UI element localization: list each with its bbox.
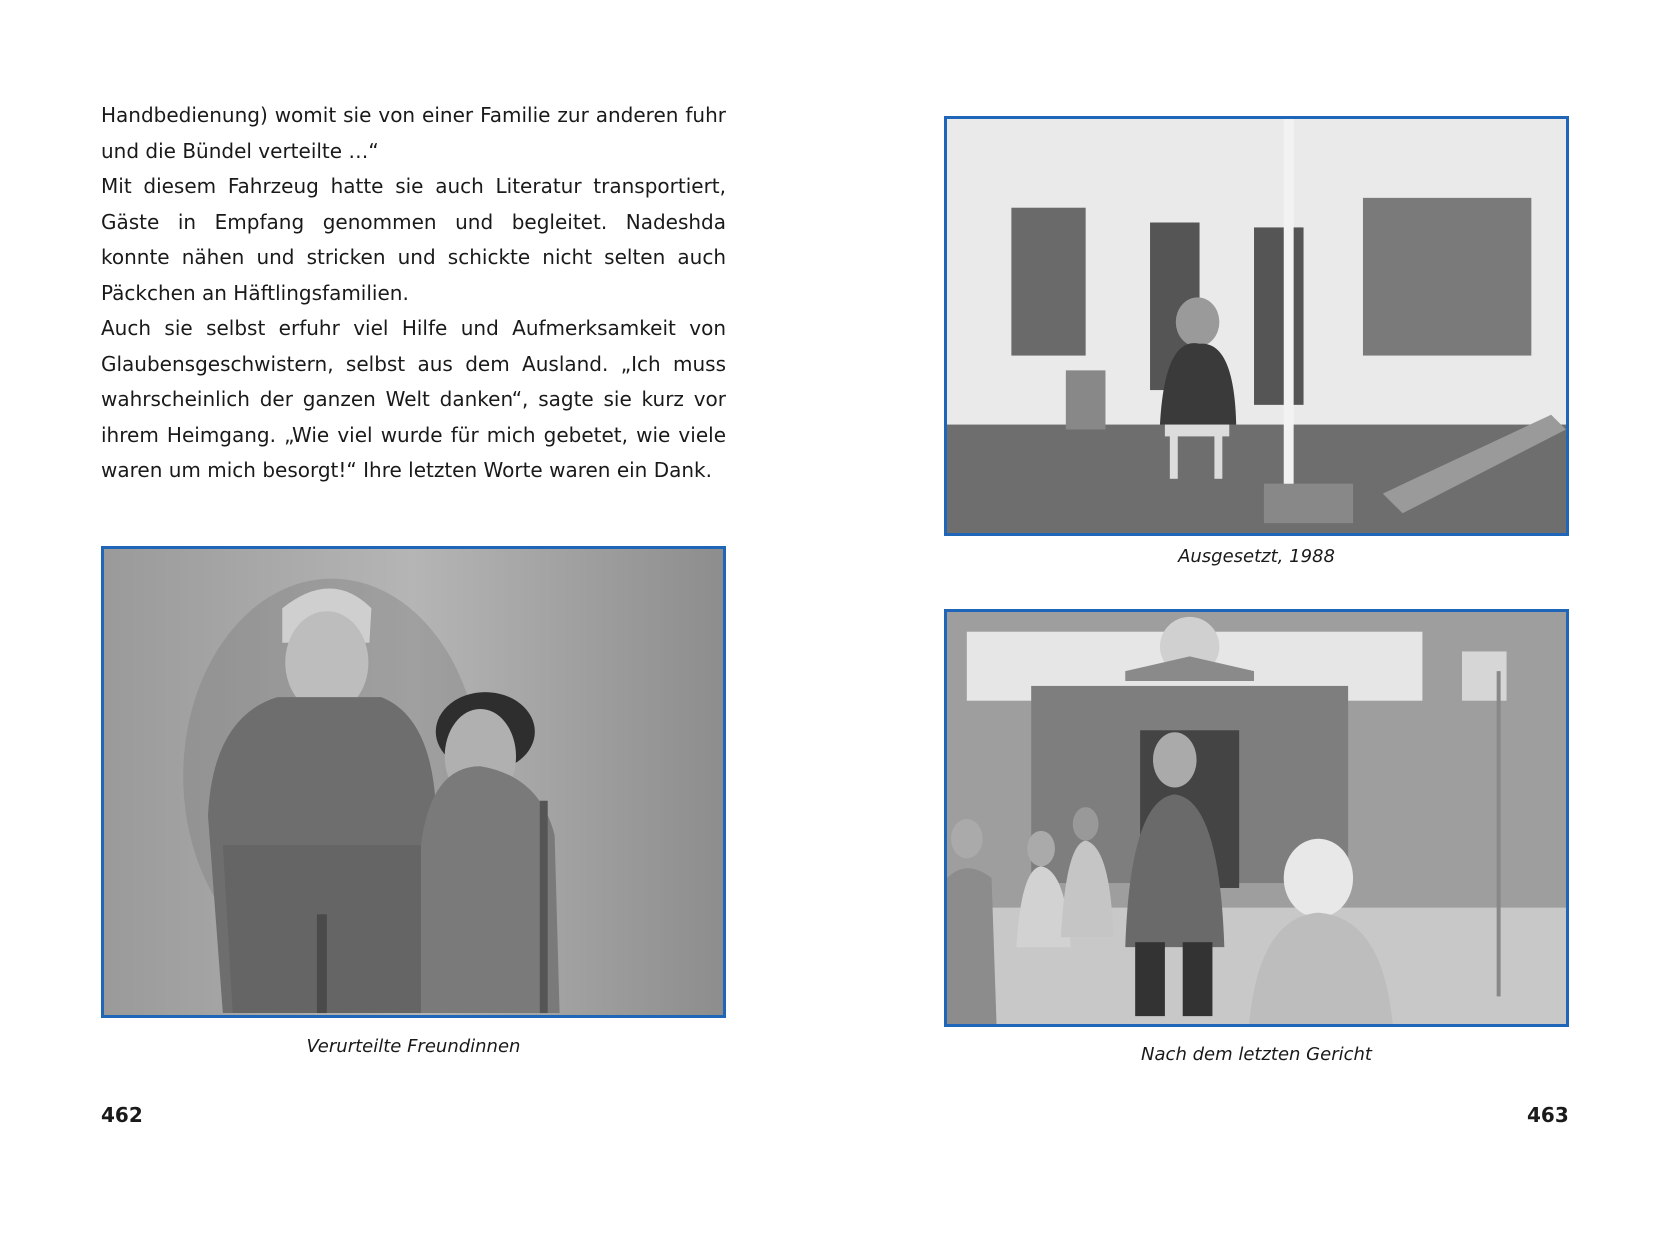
page-number-right: 463 [1527, 1103, 1569, 1127]
caption-two-women: Verurteilte Freundinnen [306, 1036, 521, 1057]
right-page [827, 0, 1654, 1241]
caption-after-court: Nach dem letzten Gericht [1141, 1044, 1372, 1065]
caption-building-1988: Ausgesetzt, 1988 [1178, 546, 1335, 567]
paragraph-2: Mit diesem Fahrzeug hatte sie auch Literatur transportiert, Gäste in Empfang genommen und begleitet. Nadeshda konnte nähen und stricken und schickte nicht selten auch Päckchen an Häftlingsfamilien. [101, 174, 726, 305]
door [1254, 227, 1304, 404]
photo-after-court [944, 609, 1569, 1027]
window [1011, 208, 1085, 356]
photo-two-women-image [104, 549, 723, 1015]
paragraph-3: Auch sie selbst erfuhr viel Hilfe und Aufmerksamkeit von Glaubensgeschwistern, selbst aus dem Ausland. „Ich muss wahrscheinlich der ganzen Welt danken“, sagte sie kurz vor ihrem Heimgang. „Wie viel wurde für mich gebetet, wie viele waren um mich besorgt!“ Ihre letzten Worte waren ein Dank. [101, 316, 726, 482]
body-text [101, 98, 726, 489]
window [1363, 198, 1531, 356]
photo-after-court-image [947, 612, 1566, 1024]
photo-building-1988-image [947, 119, 1566, 533]
page-number-left: 462 [101, 1103, 143, 1127]
photo-two-women [101, 546, 726, 1018]
photo-building-1988 [944, 116, 1569, 536]
paragraph-1: Handbedienung) womit sie von einer Familie zur anderen fuhr und die Bündel verteilte …“ [101, 103, 726, 163]
